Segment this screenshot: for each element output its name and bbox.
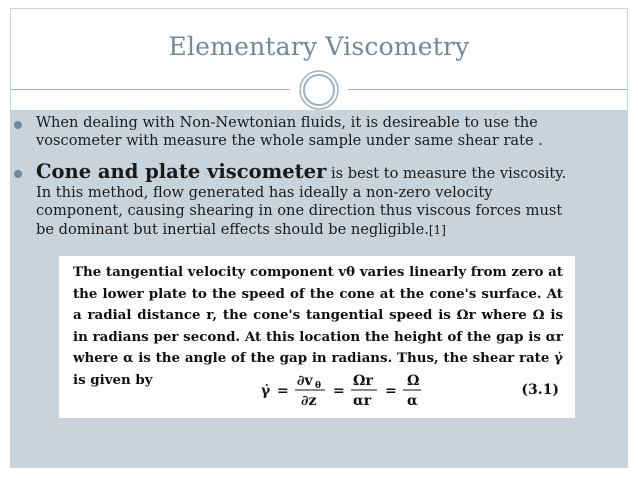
svg-text:Ω: Ω	[407, 373, 420, 389]
bullet-dot-icon	[14, 170, 22, 178]
bullet-2-text	[36, 161, 574, 239]
svg-text:α: α	[407, 393, 418, 409]
svg-text:∂v: ∂v	[297, 373, 313, 389]
bullet-1-text: When dealing with Non-Newtonian fluids, it is desireable to use the voscometer with measure the whole sample under same shear rate .	[36, 114, 543, 149]
svg-text:=: =	[333, 383, 345, 399]
shear-rate-equation	[259, 368, 559, 412]
excerpt-paragraph: The tangential velocity component vθ varies linearly from zero at the lower plate to the speed of the cone at the cone's surface. At a radial distance r, the cone's tangential speed is Ωr where Ω is in radians per second. At this location the height of the gap is αr where α is the angle of the gap in radians. Thus, the shear rate γ̇ is given by	[73, 264, 563, 388]
title-rule-left	[11, 89, 290, 90]
circle-ornament-icon	[298, 69, 340, 111]
svg-text:θ: θ	[315, 381, 322, 391]
bullet-2-lead: Cone and plate viscometer	[36, 160, 327, 183]
textbook-excerpt-image	[59, 256, 575, 418]
svg-text:Ωr: Ωr	[353, 373, 373, 389]
citation-ref: [1]	[428, 222, 446, 237]
bullet-2-rest: is best to measure the viscosity. In this method, flow generated has ideally a non-zero velocity component, causing shearing in one direction thus viscous forces must be dominant but inertial effects should be negligible.	[36, 165, 567, 238]
equation-number: (3.1)	[521, 382, 559, 398]
svg-text:∂z: ∂z	[301, 393, 317, 409]
svg-text:γ̇: γ̇	[261, 383, 271, 399]
slide-title: Elementary Viscometry	[168, 32, 470, 61]
svg-text:=: =	[385, 383, 397, 399]
svg-text:αr: αr	[353, 393, 372, 409]
title-rule-right	[348, 89, 627, 90]
bullet-1	[14, 114, 574, 150]
bullet-2	[14, 161, 574, 239]
bullet-dot-icon	[14, 121, 22, 129]
equation-svg	[259, 368, 509, 412]
svg-text:=: =	[277, 383, 289, 399]
